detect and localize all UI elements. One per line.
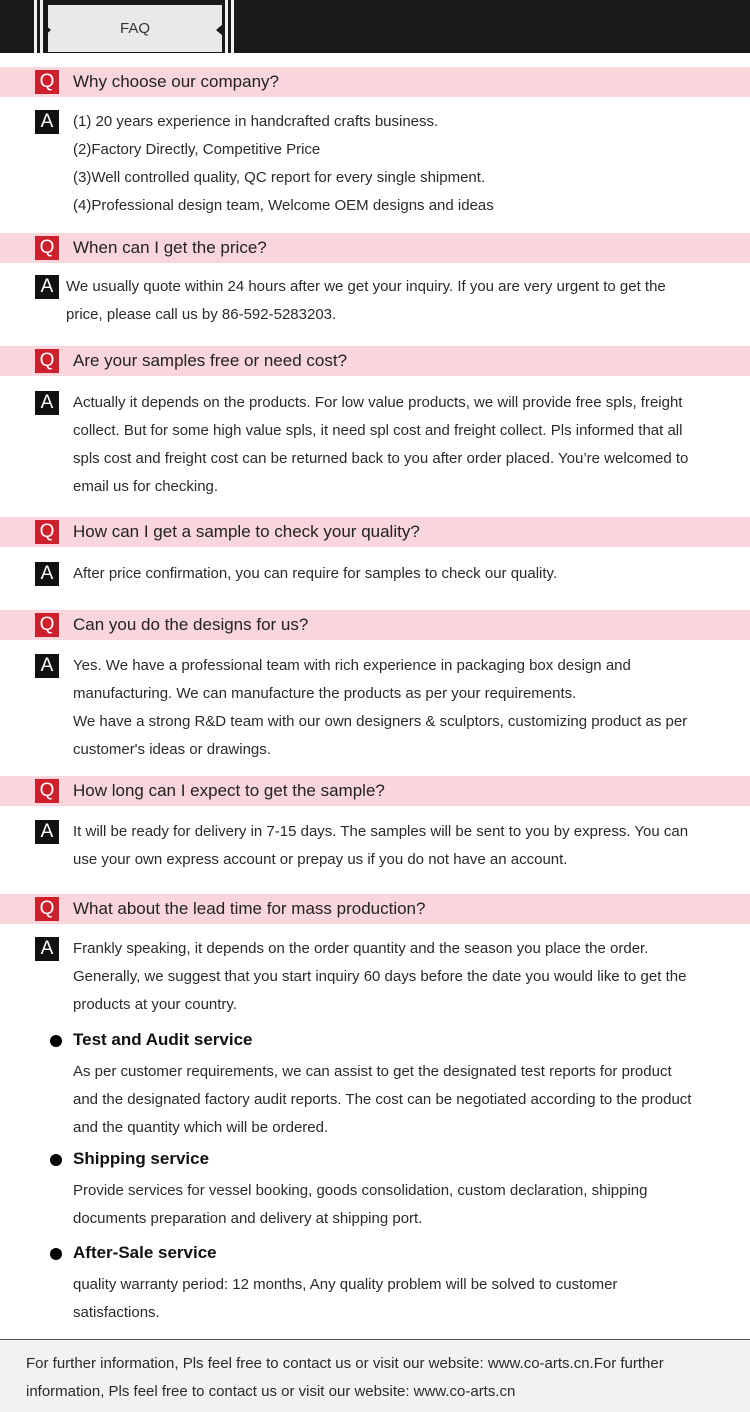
service-line: and the designated factory audit reports. The cost can be negotiated according to the product: [73, 1091, 692, 1108]
a-badge: A: [35, 110, 59, 134]
answer-line: (3)Well controlled quality, QC report for every single shipment.: [73, 169, 486, 186]
service-line: and the quantity which will be ordered.: [73, 1119, 329, 1136]
a-badge: A: [35, 562, 59, 586]
q-badge: Q: [35, 613, 59, 637]
a-badge: A: [35, 654, 59, 678]
bullet-icon: [50, 1154, 62, 1166]
service-line: satisfactions.: [73, 1304, 160, 1321]
question-text: When can I get the price?: [73, 238, 267, 257]
service-line: Provide services for vessel booking, goods consolidation, custom declaration, shipping: [73, 1182, 648, 1199]
faq-question: [0, 894, 750, 924]
service-title: Test and Audit service: [73, 1030, 253, 1049]
question-text: Can you do the designs for us?: [73, 615, 309, 634]
bullet-icon: [50, 1248, 62, 1260]
q-badge: Q: [35, 349, 59, 373]
service-title: Shipping service: [73, 1149, 210, 1168]
q-badge: Q: [35, 236, 59, 260]
q-badge: Q: [35, 520, 59, 544]
q-badge: Q: [35, 70, 59, 94]
a-badge: A: [35, 820, 59, 844]
divider-line: [231, 0, 234, 53]
answer-line: After price confirmation, you can require for samples to check our quality.: [73, 565, 558, 582]
arrow-left-icon: [216, 24, 223, 36]
answer-line: price, please call us by 86-592-5283203.: [66, 306, 337, 323]
answer-line: It will be ready for delivery in 7-15 days. The samples will be sent to you by express. You can: [73, 823, 689, 840]
question-text: Are your samples free or need cost?: [73, 351, 348, 370]
footer-line: For further information, Pls feel free to contact us or visit our website: www.co-arts.cn.For further: [26, 1355, 664, 1372]
answer-line: manufacturing. We can manufacture the products as per your requirements.: [73, 685, 577, 702]
faq-question: [0, 67, 750, 97]
a-badge: A: [35, 391, 59, 415]
tab-faq[interactable]: [48, 5, 222, 52]
answer-line: We have a strong R&D team with our own designers & sculptors, customizing product as per: [73, 713, 688, 730]
question-text: Why choose our company?: [73, 72, 279, 91]
answer-line: We usually quote within 24 hours after we get your inquiry. If you are very urgent to get the: [66, 278, 666, 295]
answer-line: customer's ideas or drawings.: [73, 741, 271, 758]
answer-line: (4)Professional design team, Welcome OEM designs and ideas: [73, 197, 494, 214]
answer-line: email us for checking.: [73, 478, 219, 495]
faq-question: [0, 233, 750, 263]
answer-line: (2)Factory Directly, Competitive Price: [73, 141, 321, 158]
service-line: quality warranty period: 12 months, Any quality problem will be solved to customer: [73, 1276, 618, 1293]
faq-question: [0, 346, 750, 376]
a-badge: A: [35, 937, 59, 961]
divider-line: [225, 0, 228, 53]
footer: [0, 1339, 750, 1412]
q-badge: Q: [35, 779, 59, 803]
answer-line: Actually it depends on the products. For low value products, we will provide free spls, freight: [73, 394, 683, 411]
question-text: How can I get a sample to check your quality?: [73, 522, 420, 541]
tab-faq-label: FAQ: [119, 20, 150, 37]
answer-line: collect. But for some high value spls, it need spl cost and freight collect. Pls informed that all: [73, 422, 683, 439]
answer-line: Frankly speaking, it depends on the order quantity and the season you place the order.: [73, 940, 649, 957]
question-text: What about the lead time for mass production?: [73, 899, 426, 918]
faq-question: [0, 776, 750, 806]
divider-line: [34, 0, 37, 53]
bullet-icon: [50, 1035, 62, 1047]
service-line: documents preparation and delivery at shipping port.: [73, 1210, 423, 1227]
answer-line: spls cost and freight cost can be returned back to you after order placed. You’re welcomed to: [73, 450, 689, 467]
question-text: How long can I expect to get the sample?: [73, 781, 385, 800]
divider-line: [40, 0, 43, 53]
answer-line: (1) 20 years experience in handcrafted crafts business.: [73, 113, 439, 130]
service-line: As per customer requirements, we can assist to get the designated test reports for product: [73, 1063, 672, 1080]
footer-line: information, Pls feel free to contact us or visit our website: www.co-arts.cn: [26, 1383, 516, 1400]
faq-question: [0, 610, 750, 640]
answer-line: products at your country.: [73, 996, 237, 1013]
service-title: After-Sale service: [73, 1243, 217, 1262]
answer-line: use your own express account or prepay us if you do not have an account.: [73, 851, 568, 868]
q-badge: Q: [35, 897, 59, 921]
faq-question: [0, 517, 750, 547]
a-badge: A: [35, 275, 59, 299]
answer-line: Generally, we suggest that you start inquiry 60 days before the date you would like to get the: [73, 968, 687, 985]
arrow-right-icon: [44, 24, 51, 36]
answer-line: Yes. We have a professional team with rich experience in packaging box design and: [73, 657, 631, 674]
top-bar: [0, 0, 750, 53]
